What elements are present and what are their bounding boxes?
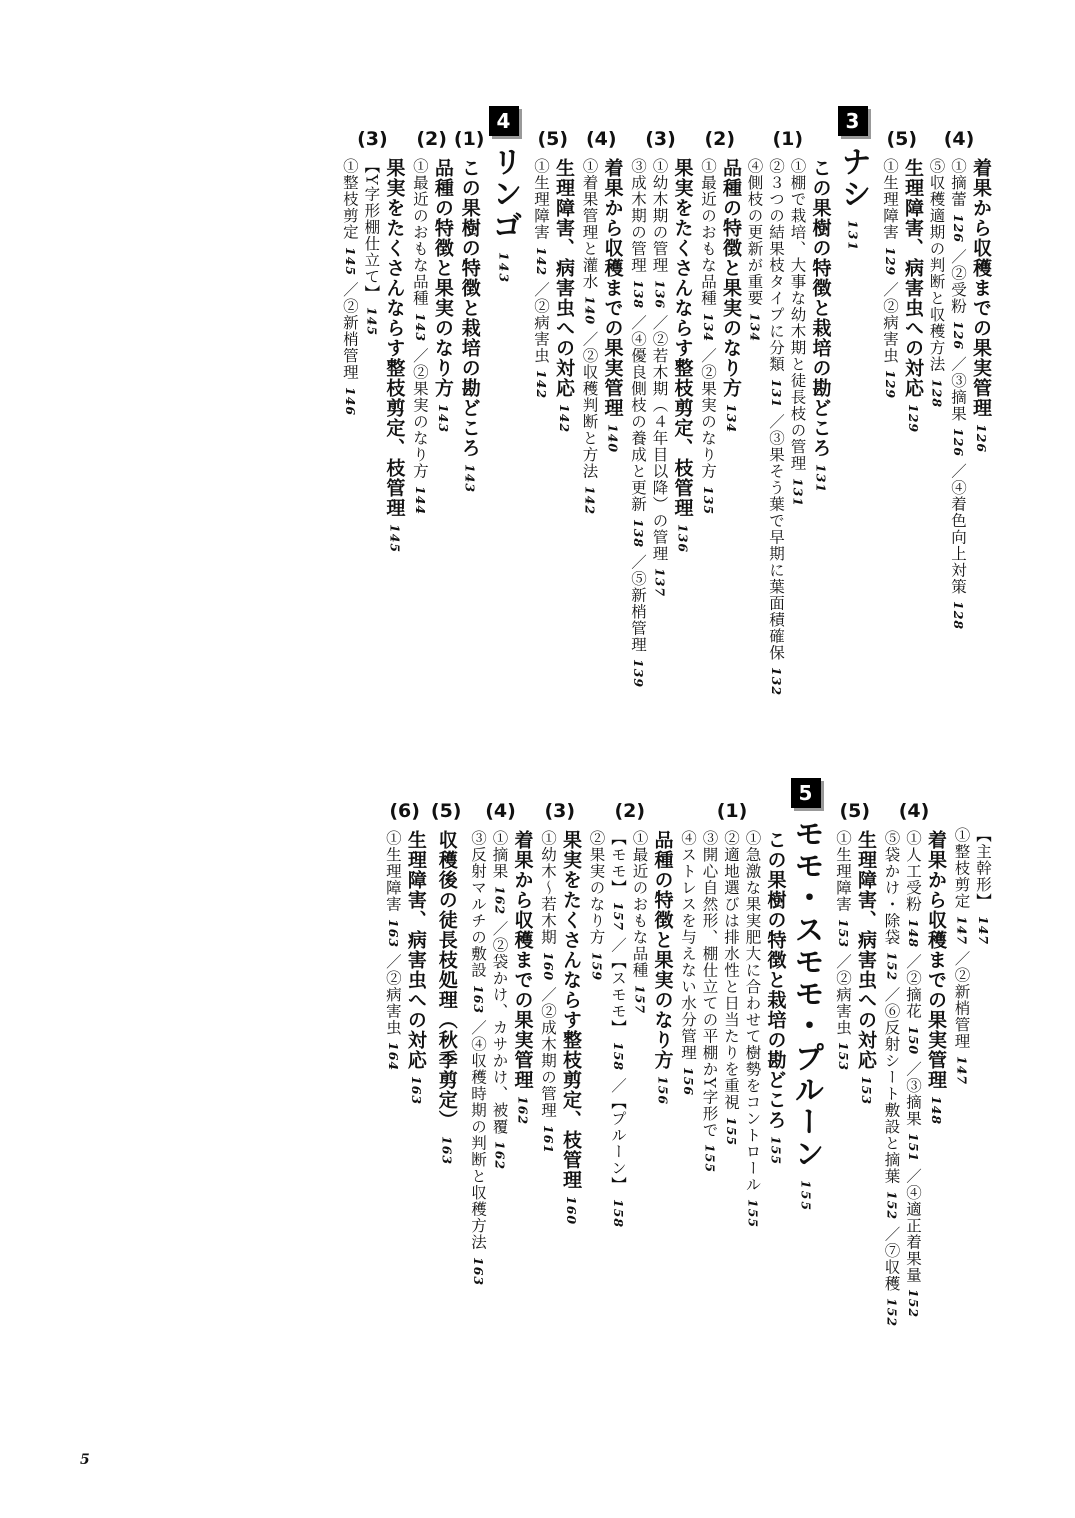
toc-entry-apple-3[interactable]: (3) 果実をたくさんならす整枝剪定、枝管理145 【Y字形棚仕立て】145 ①整枝剪定145／②新梢管理146 — [340, 128, 406, 554]
entry-title: 着果から収穫までの果実管理140 — [601, 158, 624, 454]
section-4-apple[interactable] — [486, 106, 522, 285]
entry-title: 品種の特徴と果実のなり方143 — [431, 158, 454, 434]
entry-sub-line: ①幼木期の管理136／②若木期（４年目以降）の管理137 — [650, 158, 669, 598]
entry-sub-line: ①生理障害163／②病害虫164 — [383, 830, 402, 1072]
entry-sub-line: 【モモ】157／【スモモ】158／【プルーン】158 — [609, 830, 627, 1228]
toc-entry-apple-4[interactable]: (4) 着果から収穫までの果実管理148 ①人工受粉148／②摘花150／③摘果151／④適正着果量152 ⑤袋かけ・除袋152／⑥反射シート敷設と摘葉152／⑦収穫152 — [882, 800, 947, 1327]
entry-sub-line: ①摘果162／②袋かけ、カサかけ、被覆162 — [490, 830, 509, 1171]
entry-title: 果実をたくさんならす整枝剪定、枝管理136 — [671, 158, 694, 554]
entry-sub-line: ①急激な果実肥大に合わせて樹勢をコントロール155 — [743, 830, 762, 1229]
section-title: モモ・スモモ・プルーン155 — [788, 818, 824, 1213]
entry-sub-line: ③反射マルチの敷設163／④収穫時期の判断と収穫方法163 — [469, 830, 487, 1286]
toc-entry-apple-1[interactable]: (1) この果樹の特徴と栽培の勘どころ143 — [453, 128, 485, 494]
section-3-pear[interactable] — [835, 106, 871, 253]
entry-sub-line: ①棚で栽培、大事な幼木期と徒長枝の管理131 — [788, 158, 807, 507]
entry-sub-line: ⑤収穫適期の判断と収穫方法128 — [927, 158, 946, 408]
toc-entry-pear-prev-5[interactable]: (5) 生理障害、病害虫への対応129 ①生理障害129／②病害虫129 — [881, 128, 924, 434]
entry-title: 生理障害、病害虫への対応129 — [902, 158, 924, 434]
toc-entry-apple-2[interactable]: (2) 品種の特徴と果実のなり方143 ①最近のおもな品種143／②果実のなり方144 — [410, 128, 454, 515]
entry-sub-line: ⑤袋かけ・除袋152／⑥反射シート敷設と摘葉152／⑦収穫152 — [882, 830, 901, 1327]
entry-title: 生理障害、病害虫への対応163 — [404, 830, 427, 1106]
entry-sub-line: 【主幹形】147 — [974, 827, 992, 945]
entry-title: 着果から収穫までの果実管理148 — [925, 830, 947, 1126]
toc-entry-pear-3[interactable]: (3) 果実をたくさんならす整枝剪定、枝管理136 ①幼木期の管理136／②若木期（４年目以降）の管理137 ③成木期の管理138／④優良側枝の養成と更新138／⑤新梢管理139 — [629, 128, 694, 688]
entry-title: この果樹の特徴と栽培の勘どころ131 — [809, 158, 832, 494]
entry-title: 生理障害、病害虫への対応153 — [855, 830, 877, 1106]
toc-entry-apple-main-trunk[interactable] — [953, 800, 990, 1085]
entry-title: 果実をたくさんならす整枝剪定、枝管理160 — [560, 830, 582, 1226]
toc-entry-pear-5[interactable]: (5) 生理障害、病害虫への対応142 ①生理障害142／②病害虫142 — [532, 128, 575, 434]
entry-sub-line: ①摘蕾126／②受粉126／③摘果126／④着色向上対策128 — [949, 158, 967, 630]
entry-title: 収穫後の徒長枝処理（秋季剪定）163 — [435, 830, 458, 1166]
section-title: リンゴ143 — [486, 146, 522, 285]
toc-entry-peach-5[interactable]: (5) 収穫後の徒長枝処理（秋季剪定）163 — [430, 800, 462, 1166]
toc-entry-peach-4[interactable]: (4) 着果から収穫までの果実管理162 ①摘果162／②袋かけ、カサかけ、被覆162 ③反射マルチの敷設163／④収穫時期の判断と収穫方法163 — [469, 800, 534, 1286]
entry-sub-line: ①整枝剪定145／②新梢管理146 — [340, 158, 359, 416]
entry-sub-line: ③開心自然形、棚仕立ての平棚かY字形で155 — [700, 830, 719, 1174]
entry-sub-line: ①着果管理と灌水140／②収穫判断と方法142 — [580, 158, 599, 515]
toc-bottom-panel — [140, 781, 992, 1360]
toc-entry-peach-6[interactable]: (6) 生理障害、病害虫への対応163 ①生理障害163／②病害虫164 — [383, 800, 427, 1106]
entry-title: 着果から収穫までの果実管理162 — [511, 830, 534, 1126]
entry-title: この果樹の特徴と栽培の勘どころ155 — [764, 830, 787, 1166]
section-5-peach[interactable] — [788, 778, 824, 1213]
entry-sub-line: ②３つの結果枝タイプに分類131／③果そう葉で早期に葉面積確保132 — [767, 158, 785, 697]
entry-sub-line: ①生理障害153／②病害虫153 — [834, 830, 852, 1072]
entry-sub-line: ②果実のなり方159 — [587, 830, 606, 981]
entry-sub-line: ①整枝剪定147／②新梢管理147 — [952, 827, 971, 1085]
entry-sub-line: ①最近のおもな品種134／②果実のなり方135 — [699, 158, 717, 515]
entry-sub-line: ②適地選びは排水性と日当たりを重視155 — [722, 830, 740, 1146]
toc-entry-peach-1[interactable]: (1) この果樹の特徴と栽培の勘どころ155 ①急激な果実肥大に合わせて樹勢をコントロール155 ②適地選びは排水性と日当たりを重視155 ③開心自然形、棚仕立ての平棚かY字形で155 ④ストレスを与えない水分管理156 — [679, 800, 787, 1229]
entry-title: 品種の特徴と果実のなり方134 — [720, 158, 742, 434]
entry-sub-line: 【Y字形棚仕立て】145 — [362, 158, 381, 337]
entry-sub-line: ①最近のおもな品種143／②果実のなり方144 — [410, 158, 429, 515]
entry-sub-line: ①幼木～若木期160／②成木期の管理161 — [539, 830, 557, 1154]
entry-sub-line: ①生理障害142／②病害虫142 — [532, 158, 550, 400]
entry-sub-line: ①最近のおもな品種157 — [630, 830, 649, 1014]
section-title: ナシ131 — [835, 146, 871, 253]
entry-title: 果実をたくさんならす整枝剪定、枝管理145 — [383, 158, 406, 554]
entry-sub-line: ④側枝の更新が重要134 — [745, 158, 764, 342]
entry-sub-line: ④ストレスを与えない水分管理156 — [679, 830, 697, 1097]
entry-title: 品種の特徴と果実のなり方156 — [651, 830, 674, 1106]
entry-sub-line: ①人工受粉148／②摘花150／③摘果151／④適正着果量152 — [904, 830, 922, 1319]
entry-sub-line: ①生理障害129／②病害虫129 — [881, 158, 899, 400]
toc-entry-pear-1[interactable]: (1) この果樹の特徴と栽培の勘どころ131 ①棚で栽培、大事な幼木期と徒長枝の管理131 ②３つの結果枝タイプに分類131／③果そう葉で早期に葉面積確保132 ④側枝の更新が重要134 — [745, 128, 832, 697]
entry-title: 生理障害、病害虫への対応142 — [553, 158, 575, 434]
toc-entry-peach-3[interactable]: (3) 果実をたくさんならす整枝剪定、枝管理160 ①幼木～若木期160／②成木期の管理161 — [539, 800, 582, 1226]
toc-entry-pear-prev-4[interactable]: (4) 着果から収穫までの果実管理126 ①摘蕾126／②受粉126／③摘果126／④着色向上対策128 ⑤収穫適期の判断と収穫方法128 — [927, 128, 992, 630]
entry-title: この果樹の特徴と栽培の勘どころ143 — [458, 158, 481, 494]
page-number: 5 — [80, 1452, 90, 1468]
toc-entry-pear-4[interactable]: (4) 着果から収穫までの果実管理140 ①着果管理と灌水140／②収穫判断と方法142 — [580, 128, 624, 515]
section-number-badge: 5 — [791, 778, 821, 808]
entry-title: 着果から収穫までの果実管理126 — [970, 158, 992, 454]
toc-top-panel — [90, 109, 992, 768]
toc-entry-peach-2[interactable]: (2) 品種の特徴と果実のなり方156 ①最近のおもな品種157 【モモ】157／【スモモ】158／【プルーン】158 ②果実のなり方159 — [587, 800, 674, 1228]
section-number-badge: 4 — [489, 106, 519, 136]
section-number-badge: 3 — [838, 106, 868, 136]
entry-sub-line: ③成木期の管理138／④優良側枝の養成と更新138／⑤新梢管理139 — [629, 158, 647, 688]
toc-entry-apple-5[interactable]: (5) 生理障害、病害虫への対応153 ①生理障害153／②病害虫153 — [834, 800, 877, 1106]
toc-entry-pear-2[interactable]: (2) 品種の特徴と果実のなり方134 ①最近のおもな品種134／②果実のなり方135 — [699, 128, 742, 515]
